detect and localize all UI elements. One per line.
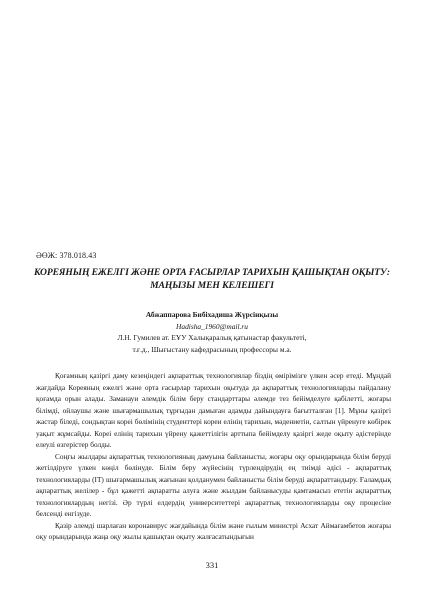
body-paragraph-1: Қоғамның қазіргі даму кезеңіндегі ақпараттық технологиялар біздің өмірімізге үлкен әсер етеді. Мұндай жағдайда Кореяның ежелгі және орта ғасырлар тарихын оқытуда да ақпараттық технологияларды пайдалану қоғамда орын алады. Заманауи әлемдік білім беру стандарттары әлемде тез бейімделуге қабілетті, жоғары білімді, ойлаушы және шығармашылық тұрғыдан дамыған адамды дайындауға бағытталған [1]. Мұны қазіргі жастар біледі, сондықтан кореі бөлімінің студенттері кореи елінің тарихын, мәдениетін, салтын үйренуге көбірек уақыт жұмсайды. Кореі елінің тарихын үйрену қажеттілігін арттыпа бейімделу қазіргі жеде оқыту әдістерінде елеулі өзгерістер болды. — [36, 371, 391, 449]
article-title — [30, 266, 394, 292]
body-paragraph-2: Соңғы жылдары ақпараттық технологияның дамуына байланысты, жоғары оқу орындарында білім беруді жетілдіруге үлкен көңіл бөлінуде. Білім беру жүйесінің түрлендірудің ең тиімді әдісі - ақпараттық технологияларды (IT) шығармашылық жағынан қолданумен байланысты білім беруді ақпараттандыру. Ғаламдық ақпараттық желілер - бұл қажетті ақпаратты алуға және жылдам байланысуды қамтамасыз ететін ақпараттық технологиялардың негізі. Әр түрлі елдердің университеттері ақпараттық технологияларды оқу процесіне белсенді енгізуде. — [36, 451, 391, 518]
article-title-line-1: КОРЕЯНЫҢ ЕЖЕЛГІ ЖӘНЕ ОРТА ҒАСЫРЛАР ТАРИХЫН ҚАШЫҚТАН ОҚЫТУ: — [34, 267, 390, 278]
body-paragraph-3: Қазір әлемді шарлаған коронавирус жағдайында білім және ғылым министрі Асхат Аймағамбетов жоғары оқу орындарында жаңа оқу жылы қашықтан оқыту жалғасатындығын — [36, 520, 391, 541]
author-affiliation: Л.Н. Гумилев ат. ЕҰУ Халықаралық қатынастар факультеті, — [117, 333, 307, 343]
article-body — [36, 370, 391, 543]
author-position: т.ғ.д., Шығыстану кафедрасының профессоры м.а. — [132, 344, 292, 354]
article-title-line-2: МАҢЫЗЫ МЕН КЕЛЕШЕГІ — [150, 280, 274, 291]
page-number: 331 — [205, 560, 219, 570]
author-email: Hadisha_1960@mail.ru — [176, 321, 248, 331]
udk-code: ӘӨЖ: 378.018.43 — [36, 251, 97, 260]
author-name: Абжаппарова Бибіхадиша Жүрсінқызы — [145, 310, 279, 319]
author-block — [60, 309, 364, 355]
